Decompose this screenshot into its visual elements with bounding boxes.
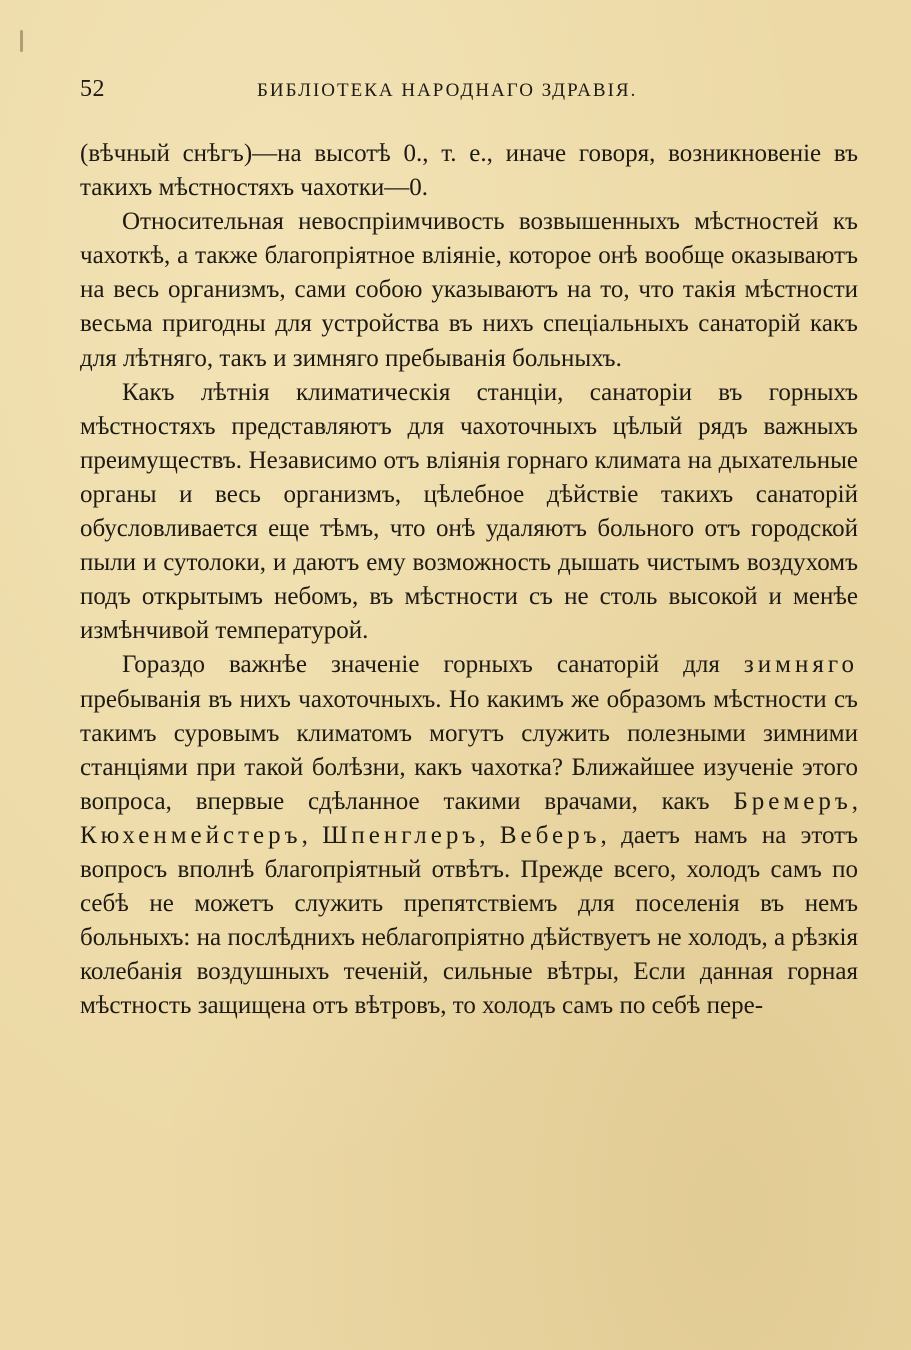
paragraph-4 [80, 648, 858, 1023]
page-number: 52 [80, 76, 105, 102]
running-title: БИБЛІОТЕКА НАРОДНАГО ЗДРАВІЯ. [257, 80, 638, 101]
separator: , [301, 821, 323, 849]
paragraph-3: Какъ лѣтнія климатическія станціи, санаторіи въ горныхъ мѣстностяхъ представляютъ для чахоточныхъ цѣлый рядъ важныхъ преимуществъ. Независимо отъ вліянія горнаго климата на дыхательные органы и весь организмъ, цѣлебное дѣйствіе такихъ санаторій обусловливается еще тѣмъ, что онѣ удаляютъ больного отъ городской пыли и сутолоки, и даютъ ему возможность дышать чистымъ воздухомъ подъ открытымъ небомъ, въ мѣстности съ не столь высокой и менѣе измѣнчивой температурой. [80, 378, 858, 645]
name-bremer: Бремеръ [733, 787, 852, 815]
emphasis-winter: зимняго [743, 651, 858, 679]
paragraph-2: Относительная невоспріимчивость возвышенныхъ мѣстностей къ чахоткѣ, а также благопріятное вліяніе, которое онѣ вообще оказываютъ на весь организмъ, сами собою указываютъ на то, что такія мѣстности весьма пригодны для устройства въ нихъ спеціальныхъ санаторій какъ для лѣтняго, такъ и зимняго пребыванія больныхъ. [80, 208, 858, 372]
name-weber: Веберъ [499, 821, 601, 849]
paper-speck [322, 425, 326, 431]
name-spengler: Шпенглеръ [322, 821, 480, 849]
running-head [80, 76, 860, 112]
name-kuchenmeister: Кюхенмейстеръ [80, 821, 302, 849]
paragraph-4-text: , даетъ намъ на этотъ вопросъ вполнѣ благопріятный отвѣтъ. Прежде всего, холодъ самъ по себѣ не можетъ служить препятствіемъ для поселенія въ немъ больныхъ: на послѣднихъ неблагопріятно дѣйствуетъ не холодъ, а рѣзкія колебанія воздушныхъ теченій, сильные вѣтры, Если данная горная мѣстность защищена отъ вѣтровъ, то холодъ самъ по себѣ пере- [80, 821, 859, 1020]
separator: , [851, 787, 858, 815]
paragraph-4-text: Гораздо важнѣе значеніе горныхъ санаторій для [122, 651, 744, 679]
paragraph-4-text: пребыванія въ нихъ чахоточныхъ. Но какимъ же образомъ мѣстности съ такимъ суровымъ климатомъ могутъ служить полезными зимними станціями при такой болѣзни, какъ чахотка? Ближайшее изученіе этого вопроса, впервые сдѣланное такими врачами, какъ [80, 685, 858, 815]
paper-speck [20, 30, 23, 52]
body-text [80, 137, 858, 1023]
separator: , [479, 821, 500, 849]
paragraph-1: (вѣчный снѣгъ)—на высотѣ 0., т. е., иначе говоря, возникновеніе въ такихъ мѣстностяхъ чахотки—0. [80, 140, 858, 202]
